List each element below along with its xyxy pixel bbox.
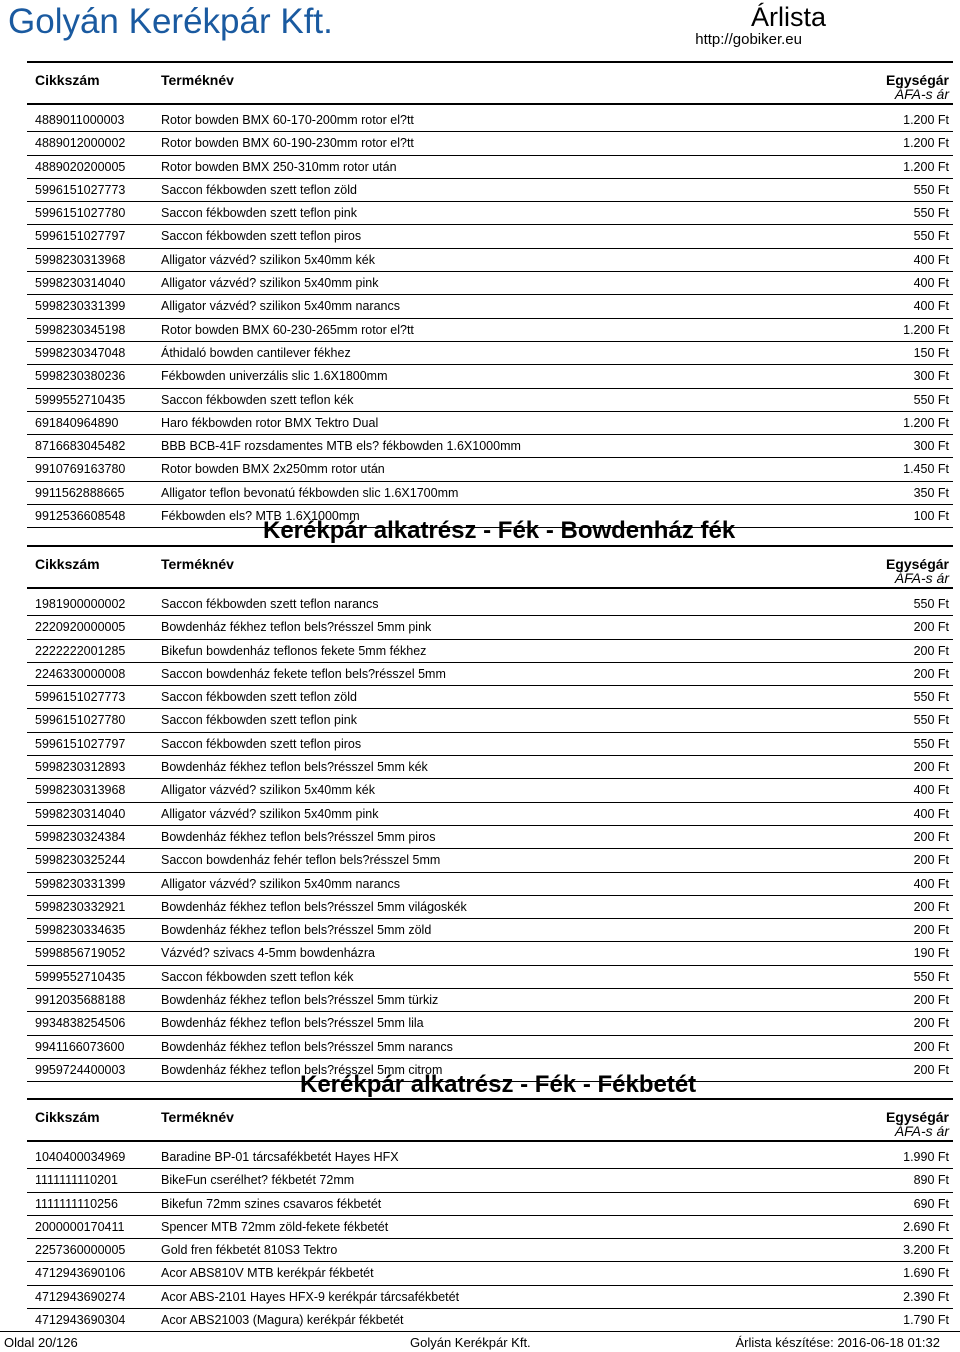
table-row (27, 1193, 953, 1216)
product-code: 9912536608548 (35, 509, 126, 524)
product-price: 400 Ft (913, 783, 949, 798)
product-name: Saccon fékbowden szett teflon zöld (161, 690, 357, 705)
product-price: 550 Ft (913, 206, 949, 221)
table-row (27, 733, 953, 756)
product-price: 1.200 Ft (903, 415, 949, 430)
table-row (27, 1012, 953, 1035)
column-header-name: Terméknév (161, 556, 234, 572)
product-price: 550 Ft (913, 182, 949, 197)
product-name: Bowdenház fékhez teflon bels?résszel 5mm piros (161, 829, 436, 844)
product-name: Acor ABS810V MTB kerékpár fékbetét (161, 1266, 374, 1281)
table-row (27, 179, 953, 202)
table-body (27, 593, 953, 1082)
table-row (27, 1169, 953, 1192)
product-price: 350 Ft (913, 485, 949, 500)
table-row (27, 1239, 953, 1262)
product-code: 5996151027773 (35, 182, 126, 197)
product-price: 550 Ft (913, 690, 949, 705)
table-row (27, 319, 953, 342)
product-code: 1981900000002 (35, 597, 126, 611)
product-name: Saccon bowdenház fekete teflon bels?résszel 5mm (161, 666, 446, 681)
product-price: 400 Ft (913, 299, 949, 314)
column-header-vat-price: ÁFA-s ár (894, 86, 949, 102)
table-row (27, 1036, 953, 1059)
table-row (27, 412, 953, 435)
page-number: Oldal 20/126 (4, 1335, 78, 1350)
product-price: 300 Ft (913, 369, 949, 384)
product-price: 300 Ft (913, 439, 949, 454)
product-code: 9910769163780 (35, 462, 126, 477)
table-body (27, 1146, 953, 1332)
product-name: Alligator vázvéd? szilikon 5x40mm pink (161, 276, 379, 291)
product-code: 5999552710435 (35, 392, 126, 407)
product-name: Bowdenház fékhez teflon bels?résszel 5mm türkiz (161, 993, 439, 1008)
column-header-code: Cikkszám (35, 72, 100, 88)
product-code: 691840964890 (35, 415, 119, 430)
product-name: Saccon fékbowden szett teflon pink (161, 206, 357, 221)
product-price: 200 Ft (913, 899, 949, 914)
table-row (27, 1309, 953, 1332)
product-name: Bikefun 72mm szines csavaros fékbetét (161, 1196, 382, 1211)
product-name: Áthidaló bowden cantilever fékhez (161, 345, 351, 360)
product-name: Bikefun bowdenház teflonos fekete 5mm fékhez (161, 643, 427, 658)
product-name: Saccon fékbowden szett teflon narancs (161, 597, 379, 611)
product-name: Bowdenház fékhez teflon bels?résszel 5mm kék (161, 760, 428, 775)
product-name: Saccon fékbowden szett teflon kék (161, 392, 354, 407)
table-row (27, 826, 953, 849)
product-code: 5996151027780 (35, 713, 126, 728)
product-name: Gold fren fékbetét 810S3 Tektro (161, 1243, 338, 1258)
column-header-vat-price: ÁFA-s ár (894, 1123, 949, 1139)
product-price: 2.390 Ft (903, 1289, 949, 1304)
product-code: 9934838254506 (35, 1016, 126, 1031)
table-row (27, 1216, 953, 1239)
product-name: BBB BCB-41F rozsdamentes MTB els? fékbowden 1.6X1000mm (161, 439, 521, 454)
table-row (27, 132, 953, 155)
product-price: 200 Ft (913, 1062, 949, 1077)
product-name: Alligator vázvéd? szilikon 5x40mm narancs (161, 876, 400, 891)
footer-company: Golyán Kerékpár Kft. (410, 1335, 531, 1350)
product-price: 200 Ft (913, 643, 949, 658)
product-name: Saccon bowdenház fehér teflon bels?résszel 5mm (161, 853, 441, 868)
product-name: Bowdenház fékhez teflon bels?résszel 5mm citrom (161, 1062, 443, 1077)
product-code: 5996151027797 (35, 736, 126, 751)
product-code: 5998230313968 (35, 783, 126, 798)
product-code: 4889020200005 (35, 159, 126, 174)
table-row (27, 849, 953, 872)
product-name: Baradine BP-01 tárcsafékbetét Hayes HFX (161, 1150, 399, 1164)
product-price: 400 Ft (913, 276, 949, 291)
product-price: 550 Ft (913, 392, 949, 407)
product-code: 4712943690274 (35, 1289, 126, 1304)
product-code: 4889012000002 (35, 136, 126, 151)
product-name: Acor ABS-2101 Hayes HFX-9 kerékpár tárcsafékbetét (161, 1289, 460, 1304)
table-row (27, 663, 953, 686)
product-name: Saccon fékbowden szett teflon pink (161, 713, 357, 728)
product-name: Bowdenház fékhez teflon bels?résszel 5mm lila (161, 1016, 424, 1031)
product-name: Rotor bowden BMX 60-190-230mm rotor el?tt (161, 136, 414, 151)
product-price: 200 Ft (913, 829, 949, 844)
product-name: BikeFun cserélhet? fékbetét 72mm (161, 1173, 355, 1188)
product-price: 550 Ft (913, 713, 949, 728)
section-title-fekbetet: Kerékpár alkatrész - Fék - Fékbetét (300, 1071, 697, 1098)
column-header-unit-price: Egységár (885, 1109, 949, 1125)
product-code: 2220920000005 (35, 620, 126, 635)
product-price: 400 Ft (913, 252, 949, 267)
product-name: Acor ABS21003 (Magura) kerékpár fékbetét (161, 1313, 404, 1328)
product-price: 1.790 Ft (903, 1313, 949, 1328)
table-row (27, 1146, 953, 1169)
table-row (27, 295, 953, 318)
product-name: Fékbowden els? MTB 1.6X1000mm (161, 509, 360, 524)
table-row (27, 1059, 953, 1082)
table-row (27, 1262, 953, 1285)
product-code: 5998230325244 (35, 853, 126, 868)
product-code: 2222222001285 (35, 643, 126, 658)
product-code: 4712943690304 (35, 1313, 126, 1328)
table-row (27, 873, 953, 896)
product-code: 9912035688188 (35, 993, 126, 1008)
table-row (27, 435, 953, 458)
table-row (27, 272, 953, 295)
column-header-name: Terméknév (161, 1109, 234, 1125)
product-code: 9941166073600 (35, 1039, 125, 1054)
product-code: 2257360000005 (35, 1243, 126, 1258)
product-code: 5998230314040 (35, 806, 126, 821)
table-header (27, 545, 953, 589)
product-code: 5999552710435 (35, 969, 126, 984)
section-title-bowdenhaz: Kerékpár alkatrész - Fék - Bowdenház fék (263, 517, 736, 544)
product-code: 5998230312893 (35, 760, 126, 775)
product-code: 4712943690106 (35, 1266, 126, 1281)
product-code: 5998230347048 (35, 345, 126, 360)
product-name: Haro fékbowden rotor BMX Tektro Dual (161, 415, 379, 430)
product-price: 200 Ft (913, 923, 949, 938)
table-row (27, 640, 953, 663)
column-header-name: Terméknév (161, 72, 234, 88)
product-code: 5998230380236 (35, 369, 126, 384)
table-row (27, 803, 953, 826)
product-code: 2000000170411 (35, 1219, 125, 1234)
product-price: 2.690 Ft (903, 1219, 949, 1234)
product-price: 1.200 Ft (903, 136, 949, 151)
product-price: 3.200 Ft (903, 1243, 949, 1258)
product-code: 9959724400003 (35, 1062, 126, 1077)
product-name: Bowdenház fékhez teflon bels?résszel 5mm pink (161, 620, 432, 635)
product-code: 5998856719052 (35, 946, 126, 961)
product-price: 150 Ft (913, 345, 949, 360)
price-table-3 (27, 1098, 953, 1332)
table-row (27, 989, 953, 1012)
product-code: 5996151027773 (35, 690, 126, 705)
table-row (27, 756, 953, 779)
table-row (27, 342, 953, 365)
table-body (27, 109, 953, 528)
product-price: 200 Ft (913, 1016, 949, 1031)
created-timestamp: Árlista készítése: 2016-06-18 01:32 (735, 1335, 940, 1350)
table-row (27, 686, 953, 709)
product-name: Alligator vázvéd? szilikon 5x40mm narancs (161, 299, 400, 314)
product-price: 550 Ft (913, 597, 949, 611)
product-price: 550 Ft (913, 736, 949, 751)
product-price: 1.450 Ft (903, 462, 949, 477)
website-url[interactable]: http://gobiker.eu (695, 31, 802, 48)
product-price: 1.200 Ft (903, 113, 949, 127)
product-name: Bowdenház fékhez teflon bels?résszel 5mm narancs (161, 1039, 453, 1054)
product-price: 400 Ft (913, 806, 949, 821)
product-name: Fékbowden univerzális slic 1.6X1800mm (161, 369, 388, 384)
product-code: 5998230331399 (35, 299, 126, 314)
product-price: 200 Ft (913, 620, 949, 635)
product-code: 5998230334635 (35, 923, 126, 938)
product-price: 1.200 Ft (903, 322, 949, 337)
table-row (27, 1286, 953, 1309)
table-row (27, 966, 953, 989)
product-name: Alligator vázvéd? szilikon 5x40mm kék (161, 783, 375, 798)
product-code: 5998230331399 (35, 876, 126, 891)
product-price: 690 Ft (913, 1196, 949, 1211)
product-code: 5996151027797 (35, 229, 126, 244)
table-row (27, 779, 953, 802)
product-name: Alligator vázvéd? szilikon 5x40mm pink (161, 806, 379, 821)
product-name: Bowdenház fékhez teflon bels?résszel 5mm zöld (161, 923, 432, 938)
product-code: 5998230314040 (35, 276, 126, 291)
product-code: 1111111110201 (35, 1173, 118, 1188)
table-row (27, 249, 953, 272)
page-footer (0, 1331, 960, 1352)
product-code: 1040400034969 (35, 1150, 126, 1164)
product-name: Alligator teflon bevonatú fékbowden slic 1.6X1700mm (161, 485, 459, 500)
product-name: Bowdenház fékhez teflon bels?résszel 5mm világoskék (161, 899, 467, 914)
product-code: 5998230332921 (35, 899, 126, 914)
product-price: 200 Ft (913, 760, 949, 775)
document-title: Árlista (750, 2, 826, 32)
product-price: 200 Ft (913, 1039, 949, 1054)
table-row (27, 156, 953, 179)
product-code: 5998230324384 (35, 829, 126, 844)
product-name: Saccon fékbowden szett teflon kék (161, 969, 354, 984)
product-code: 4889011000003 (35, 113, 125, 127)
product-name: Rotor bowden BMX 2x250mm rotor után (161, 462, 385, 477)
column-header-code: Cikkszám (35, 1109, 100, 1125)
product-name: Rotor bowden BMX 60-170-200mm rotor el?tt (161, 113, 414, 127)
table-row (27, 365, 953, 388)
column-header-code: Cikkszám (35, 556, 100, 572)
table-row (27, 482, 953, 505)
table-row (27, 109, 953, 132)
product-price: 100 Ft (913, 509, 949, 524)
table-row (27, 942, 953, 965)
product-price: 550 Ft (913, 969, 949, 984)
product-name: Rotor bowden BMX 250-310mm rotor után (161, 159, 397, 174)
product-code: 1111111110256 (35, 1196, 118, 1211)
column-header-unit-price: Egységár (885, 556, 949, 572)
product-name: Vázvéd? szivacs 4-5mm bowdenházra (161, 946, 375, 961)
table-row (27, 505, 953, 528)
product-code: 2246330000008 (35, 666, 126, 681)
table-row (27, 709, 953, 732)
product-name: Rotor bowden BMX 60-230-265mm rotor el?tt (161, 322, 414, 337)
product-price: 550 Ft (913, 229, 949, 244)
product-code: 9911562888665 (35, 485, 125, 500)
product-price: 1.990 Ft (903, 1150, 949, 1164)
product-name: Saccon fékbowden szett teflon piros (161, 736, 362, 751)
table-row (27, 202, 953, 225)
product-price: 1.690 Ft (903, 1266, 949, 1281)
product-code: 5998230313968 (35, 252, 126, 267)
table-row (27, 616, 953, 639)
table-row (27, 896, 953, 919)
product-name: Saccon fékbowden szett teflon piros (161, 229, 362, 244)
product-name: Saccon fékbowden szett teflon zöld (161, 182, 357, 197)
table-row (27, 389, 953, 412)
price-table-1 (27, 61, 953, 528)
product-price: 890 Ft (913, 1173, 949, 1188)
product-price: 1.200 Ft (903, 159, 949, 174)
product-code: 5996151027780 (35, 206, 126, 221)
product-price: 200 Ft (913, 666, 949, 681)
product-name: Spencer MTB 72mm zöld-fekete fékbetét (161, 1219, 389, 1234)
table-row (27, 458, 953, 481)
column-header-unit-price: Egységár (885, 72, 949, 88)
product-price: 200 Ft (913, 993, 949, 1008)
column-header-vat-price: ÁFA-s ár (894, 570, 949, 586)
table-header (27, 61, 953, 105)
table-row (27, 593, 953, 616)
table-row (27, 919, 953, 942)
price-table-2 (27, 545, 953, 1082)
product-price: 190 Ft (913, 946, 949, 961)
product-code: 8716683045482 (35, 439, 126, 454)
table-header (27, 1098, 953, 1142)
product-code: 5998230345198 (35, 322, 126, 337)
product-price: 400 Ft (913, 876, 949, 891)
product-price: 200 Ft (913, 853, 949, 868)
company-name: Golyán Kerékpár Kft. (8, 2, 333, 41)
table-row (27, 225, 953, 248)
product-name: Alligator vázvéd? szilikon 5x40mm kék (161, 252, 375, 267)
